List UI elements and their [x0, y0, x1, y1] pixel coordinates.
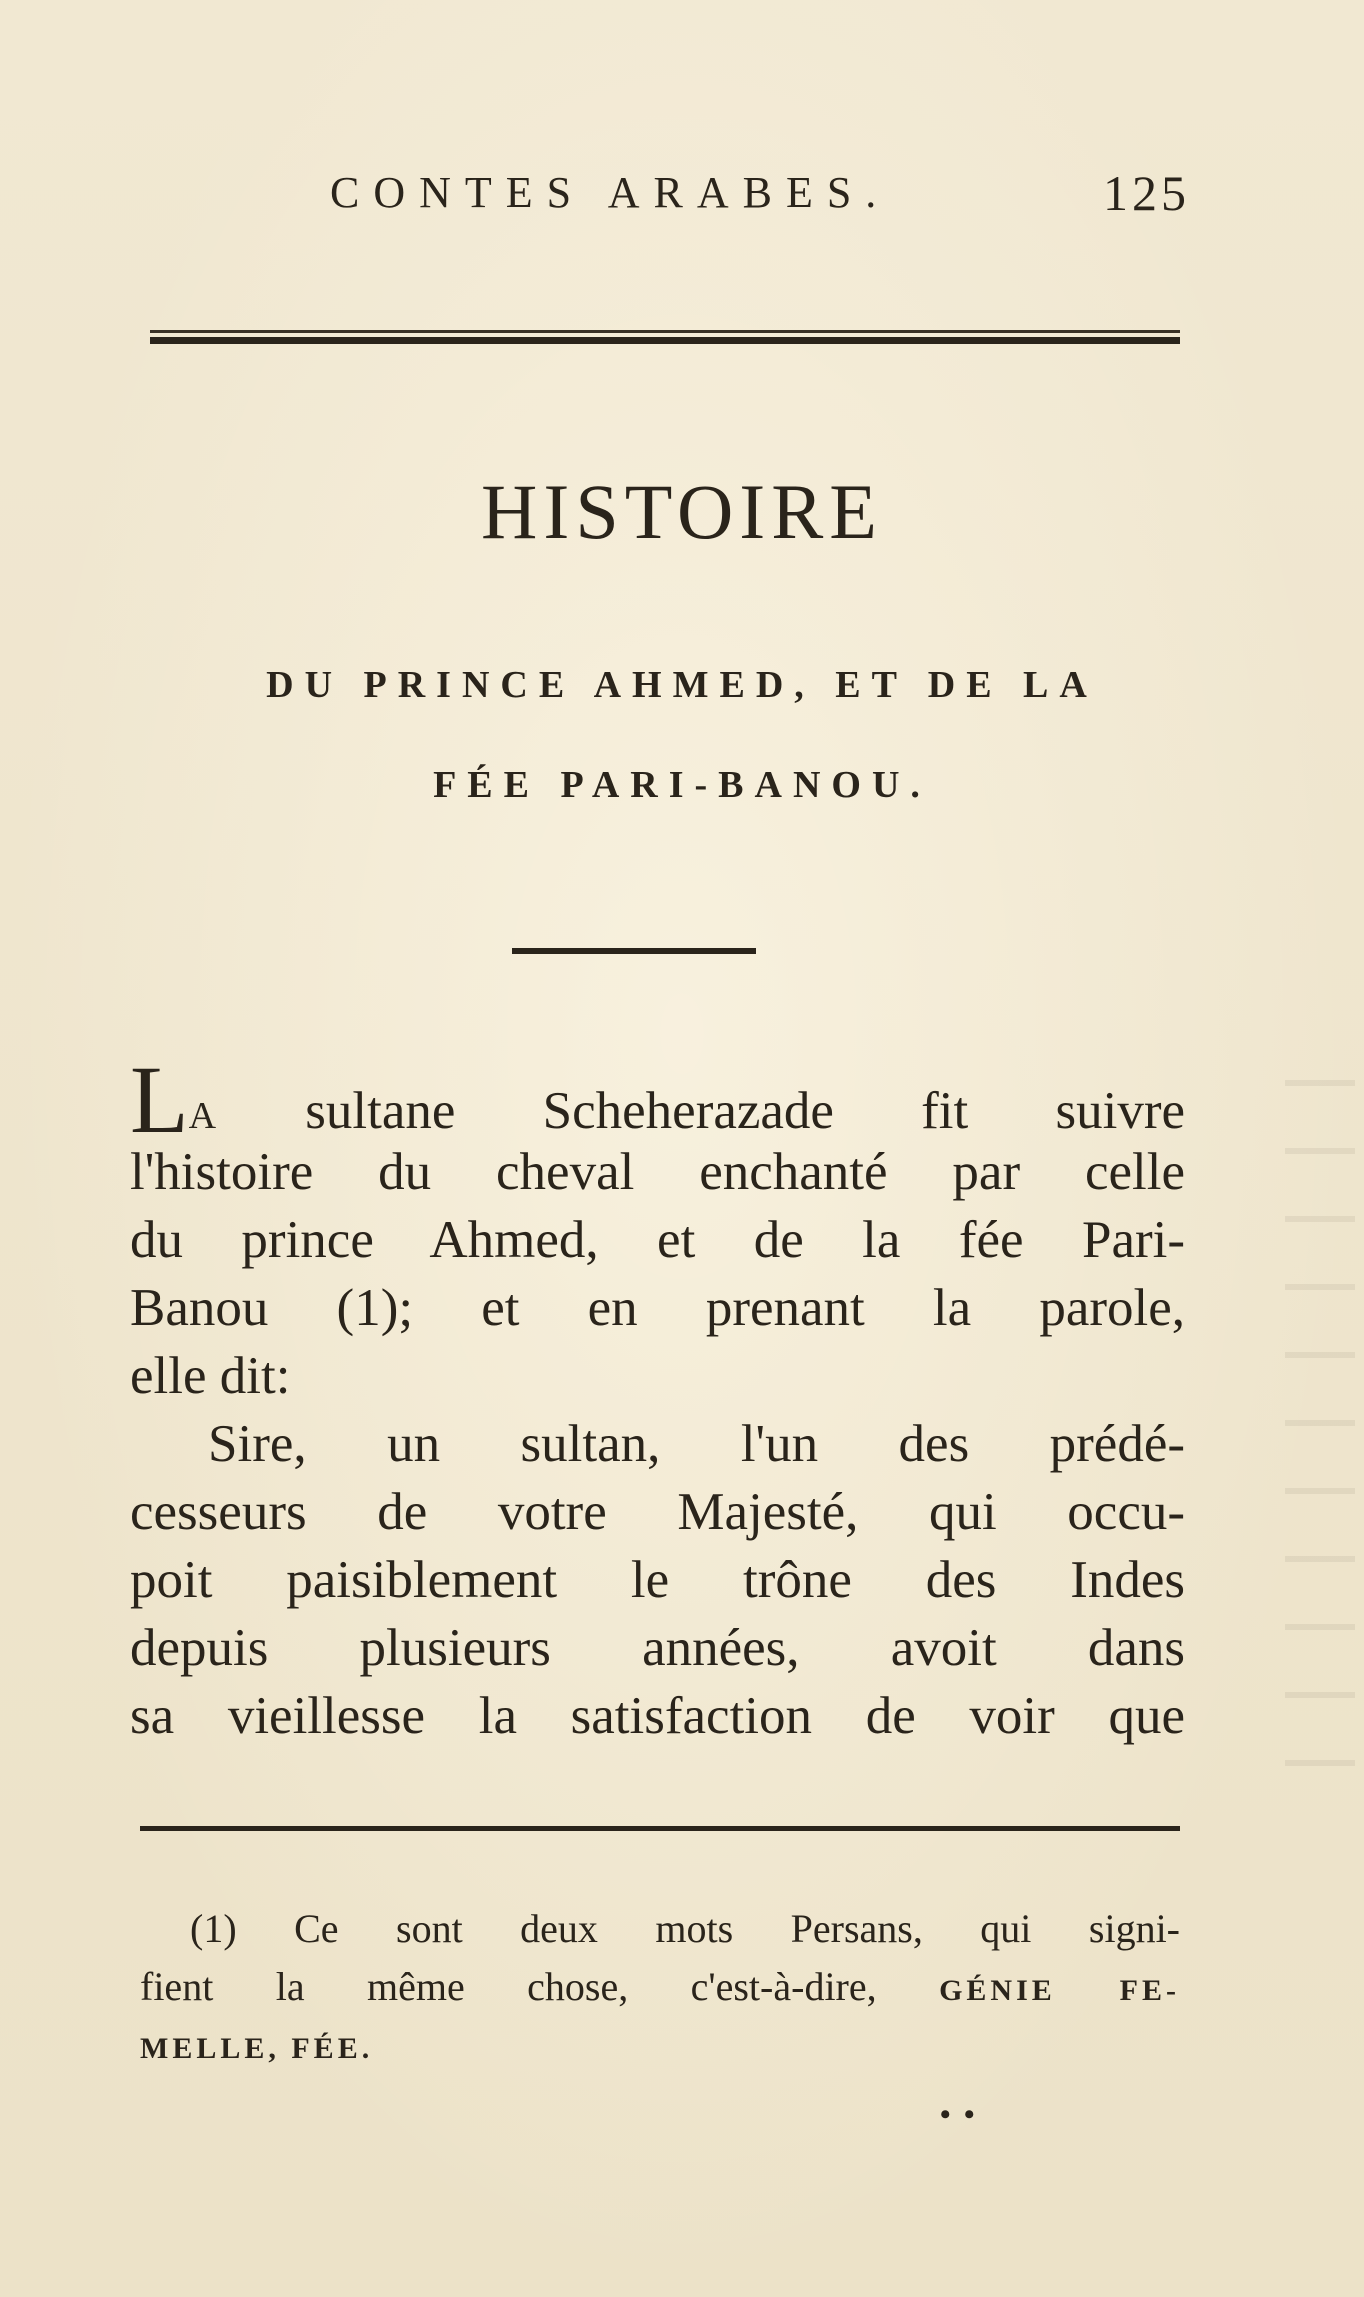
drop-cap-continuation: A — [188, 1095, 219, 1137]
body-line-7: cesseurs de votre Majesté, qui occu- — [130, 1483, 1185, 1541]
body-line-3: du prince Ahmed, et de la fée Pari- — [130, 1211, 1185, 1269]
chapter-subtitle-line-2: FÉE PARI-BANOU. — [433, 764, 931, 806]
rule-thick — [150, 337, 1180, 344]
body-line-10: sa vieillesse la satisfaction de voir que — [130, 1687, 1185, 1745]
footnote — [140, 1900, 1180, 2074]
page-number: 125 — [1103, 165, 1190, 221]
chapter-subtitle-line-1: DU PRINCE AHMED, ET DE LA — [266, 664, 1098, 706]
footnote-line-1: (1) Ce sont deux mots Persans, qui signi- — [190, 1906, 1180, 1951]
body-line-2: l'histoire du cheval enchanté par celle — [130, 1143, 1185, 1201]
footnote-smallcaps-1: GÉNIE FE- — [939, 1974, 1181, 2007]
body-line-8: poit paisiblement le trône des Indes — [130, 1551, 1185, 1609]
signature-mark: • • — [940, 2098, 978, 2131]
rule-thin — [150, 330, 1180, 333]
body-line-4: Banou (1); et en prenant la parole, — [130, 1279, 1185, 1337]
title-separator-rule — [512, 948, 756, 954]
body-line-5: elle dit: — [130, 1347, 291, 1405]
body-line-9: depuis plusieurs années, avoit dans — [130, 1619, 1185, 1677]
drop-cap: L — [130, 1046, 189, 1153]
body-line-1-text: sultane Scheherazade fit suivre — [218, 1082, 1185, 1140]
footnote-line-2-text: fient la même chose, c'est-à-dire, — [140, 1964, 877, 2009]
running-head — [330, 158, 1190, 228]
show-through-texture — [1285, 1080, 1355, 1800]
body-text — [130, 1046, 1185, 1750]
footnote-smallcaps-2: MELLE, FÉE. — [140, 2032, 374, 2065]
footnote-line-3 — [140, 2016, 1180, 2074]
chapter-title: HISTOIRE — [481, 468, 883, 555]
running-title: CONTES ARABES. — [330, 168, 891, 217]
footnote-rule — [140, 1826, 1180, 1831]
footnote-line-2 — [140, 1958, 1180, 2016]
body-line-6: Sire, un sultan, l'un des prédé- — [208, 1415, 1185, 1473]
header-double-rule — [150, 330, 1180, 344]
body-line-1 — [130, 1046, 1185, 1153]
